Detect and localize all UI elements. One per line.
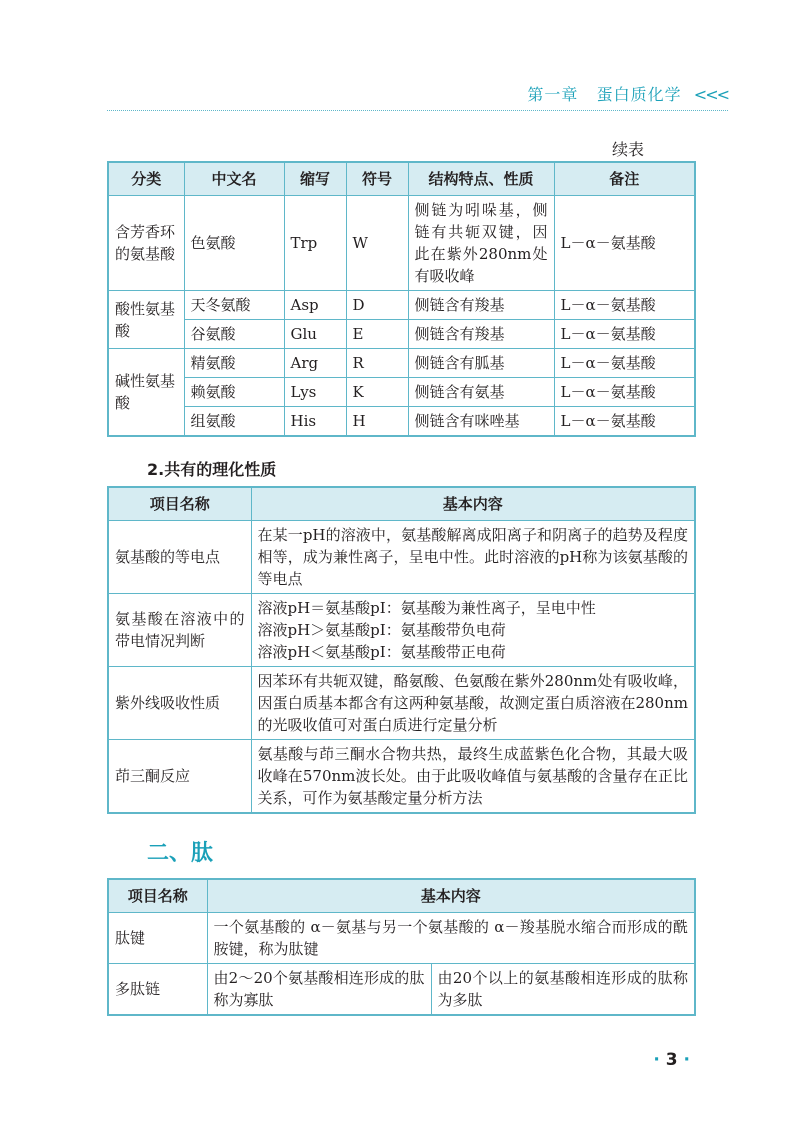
note-cell: L－α－氨基酸: [554, 291, 695, 320]
item-cell: 茚三酮反应: [108, 740, 251, 814]
symbol-cell: H: [346, 407, 408, 437]
note-cell: L－α－氨基酸: [554, 407, 695, 437]
table-row: [108, 964, 695, 1016]
column-header: 中文名: [184, 162, 284, 196]
table-row: [108, 667, 695, 740]
column-header: 项目名称: [108, 487, 251, 521]
column-header: 分类: [108, 162, 184, 196]
note-cell: L－α－氨基酸: [554, 378, 695, 407]
symbol-cell: W: [346, 196, 408, 291]
page-number-value: 3: [665, 1050, 678, 1070]
table-row: [108, 349, 695, 378]
table-row: [108, 407, 695, 437]
chapter-title: 蛋白质化学: [596, 85, 682, 104]
note-cell: L－α－氨基酸: [554, 196, 695, 291]
bullet-icon: ·: [683, 1050, 690, 1070]
column-header: 基本内容: [251, 487, 695, 521]
item-cell: 氨基酸的等电点: [108, 521, 251, 594]
content-cell-right: 由20个以上的氨基酸相连形成的肽称为多肽: [431, 964, 695, 1016]
content-line: 溶液pH＝氨基酸pI：氨基酸为兼性离子，呈电中性: [257, 599, 596, 617]
abbr-cell: Trp: [284, 196, 346, 291]
bullet-icon: ·: [653, 1050, 660, 1070]
table-header-row: [108, 487, 695, 521]
feature-cell: 侧链为吲哚基，侧链有共轭双键，因此在紫外280nm处有吸收峰: [408, 196, 554, 291]
running-header: [107, 82, 728, 111]
content-cell: 氨基酸与茚三酮水合物共热，最终生成蓝紫色化合物，其最大吸收峰在570nm波长处。由于此吸收峰值与氨基酸的含量存在正比关系，可作为氨基酸定量分析方法: [251, 740, 695, 814]
content-cell: 因苯环有共轭双键，酪氨酸、色氨酸在紫外280nm处有吸收峰，因蛋白质基本都含有这两种氨基酸，故测定蛋白质溶液在280nm的光吸收值可对蛋白质进行定量分析: [251, 667, 695, 740]
properties-table: [107, 486, 696, 814]
peptide-table: [107, 878, 696, 1016]
table-row: [108, 913, 695, 964]
column-header: 缩写: [284, 162, 346, 196]
feature-cell: 侧链含有羧基: [408, 291, 554, 320]
symbol-cell: D: [346, 291, 408, 320]
table-header-row: [108, 879, 695, 913]
running-header-text: [527, 82, 728, 105]
category-cell: 碱性氨基酸: [108, 349, 184, 437]
feature-cell: 侧链含有羧基: [408, 320, 554, 349]
content-line: 溶液pH＜氨基酸pI：氨基酸带正电荷: [257, 643, 506, 661]
name-cell: 色氨酸: [184, 196, 284, 291]
feature-cell: 侧链含有氨基: [408, 378, 554, 407]
page-number: [653, 1050, 690, 1070]
symbol-cell: E: [346, 320, 408, 349]
column-header: 项目名称: [108, 879, 207, 913]
feature-cell: 侧链含有胍基: [408, 349, 554, 378]
content-cell: 一个氨基酸的 α－氨基与另一个氨基酸的 α－羧基脱水缩合而形成的酰胺键，称为肽键: [207, 913, 695, 964]
content-cell-left: 由2～20个氨基酸相连形成的肽称为寡肽: [207, 964, 431, 1016]
section-2-title: 2.共有的理化性质: [147, 460, 277, 479]
symbol-cell: K: [346, 378, 408, 407]
abbr-cell: Glu: [284, 320, 346, 349]
feature-cell: 侧链含有咪唑基: [408, 407, 554, 437]
table-row: [108, 378, 695, 407]
item-cell: 氨基酸在溶液中的带电情况判断: [108, 594, 251, 667]
abbr-cell: Asp: [284, 291, 346, 320]
content-cell: [251, 594, 695, 667]
content-cell: 在某一pH的溶液中，氨基酸解离成阳离子和阴离子的趋势及程度相等，成为兼性离子，呈电中性。此时溶液的pH称为该氨基酸的等电点: [251, 521, 695, 594]
continued-label: 续表: [612, 140, 645, 159]
item-cell: 紫外线吸收性质: [108, 667, 251, 740]
chevrons-icon: <<<: [693, 85, 728, 104]
column-header: 备注: [554, 162, 695, 196]
category-cell: 含芳香环的氨基酸: [108, 196, 184, 291]
content-line: 溶液pH＞氨基酸pI：氨基酸带负电荷: [257, 621, 506, 639]
item-cell: 多肽链: [108, 964, 207, 1016]
symbol-cell: R: [346, 349, 408, 378]
name-cell: 赖氨酸: [184, 378, 284, 407]
abbr-cell: Arg: [284, 349, 346, 378]
name-cell: 组氨酸: [184, 407, 284, 437]
abbr-cell: Lys: [284, 378, 346, 407]
name-cell: 天冬氨酸: [184, 291, 284, 320]
table-row: [108, 521, 695, 594]
table-row: [108, 740, 695, 814]
amino-acid-table: [107, 161, 696, 437]
table-row: [108, 196, 695, 291]
abbr-cell: His: [284, 407, 346, 437]
table-row: [108, 594, 695, 667]
table-row: [108, 320, 695, 349]
section-peptide-title: 二、肽: [147, 841, 214, 866]
name-cell: 精氨酸: [184, 349, 284, 378]
column-header: 结构特点、性质: [408, 162, 554, 196]
table-header-row: [108, 162, 695, 196]
column-header: 符号: [346, 162, 408, 196]
column-header: 基本内容: [207, 879, 695, 913]
chapter-label: 第一章: [527, 85, 579, 104]
item-cell: 肽键: [108, 913, 207, 964]
note-cell: L－α－氨基酸: [554, 349, 695, 378]
category-cell: 酸性氨基酸: [108, 291, 184, 349]
table-row: [108, 291, 695, 320]
note-cell: L－α－氨基酸: [554, 320, 695, 349]
name-cell: 谷氨酸: [184, 320, 284, 349]
